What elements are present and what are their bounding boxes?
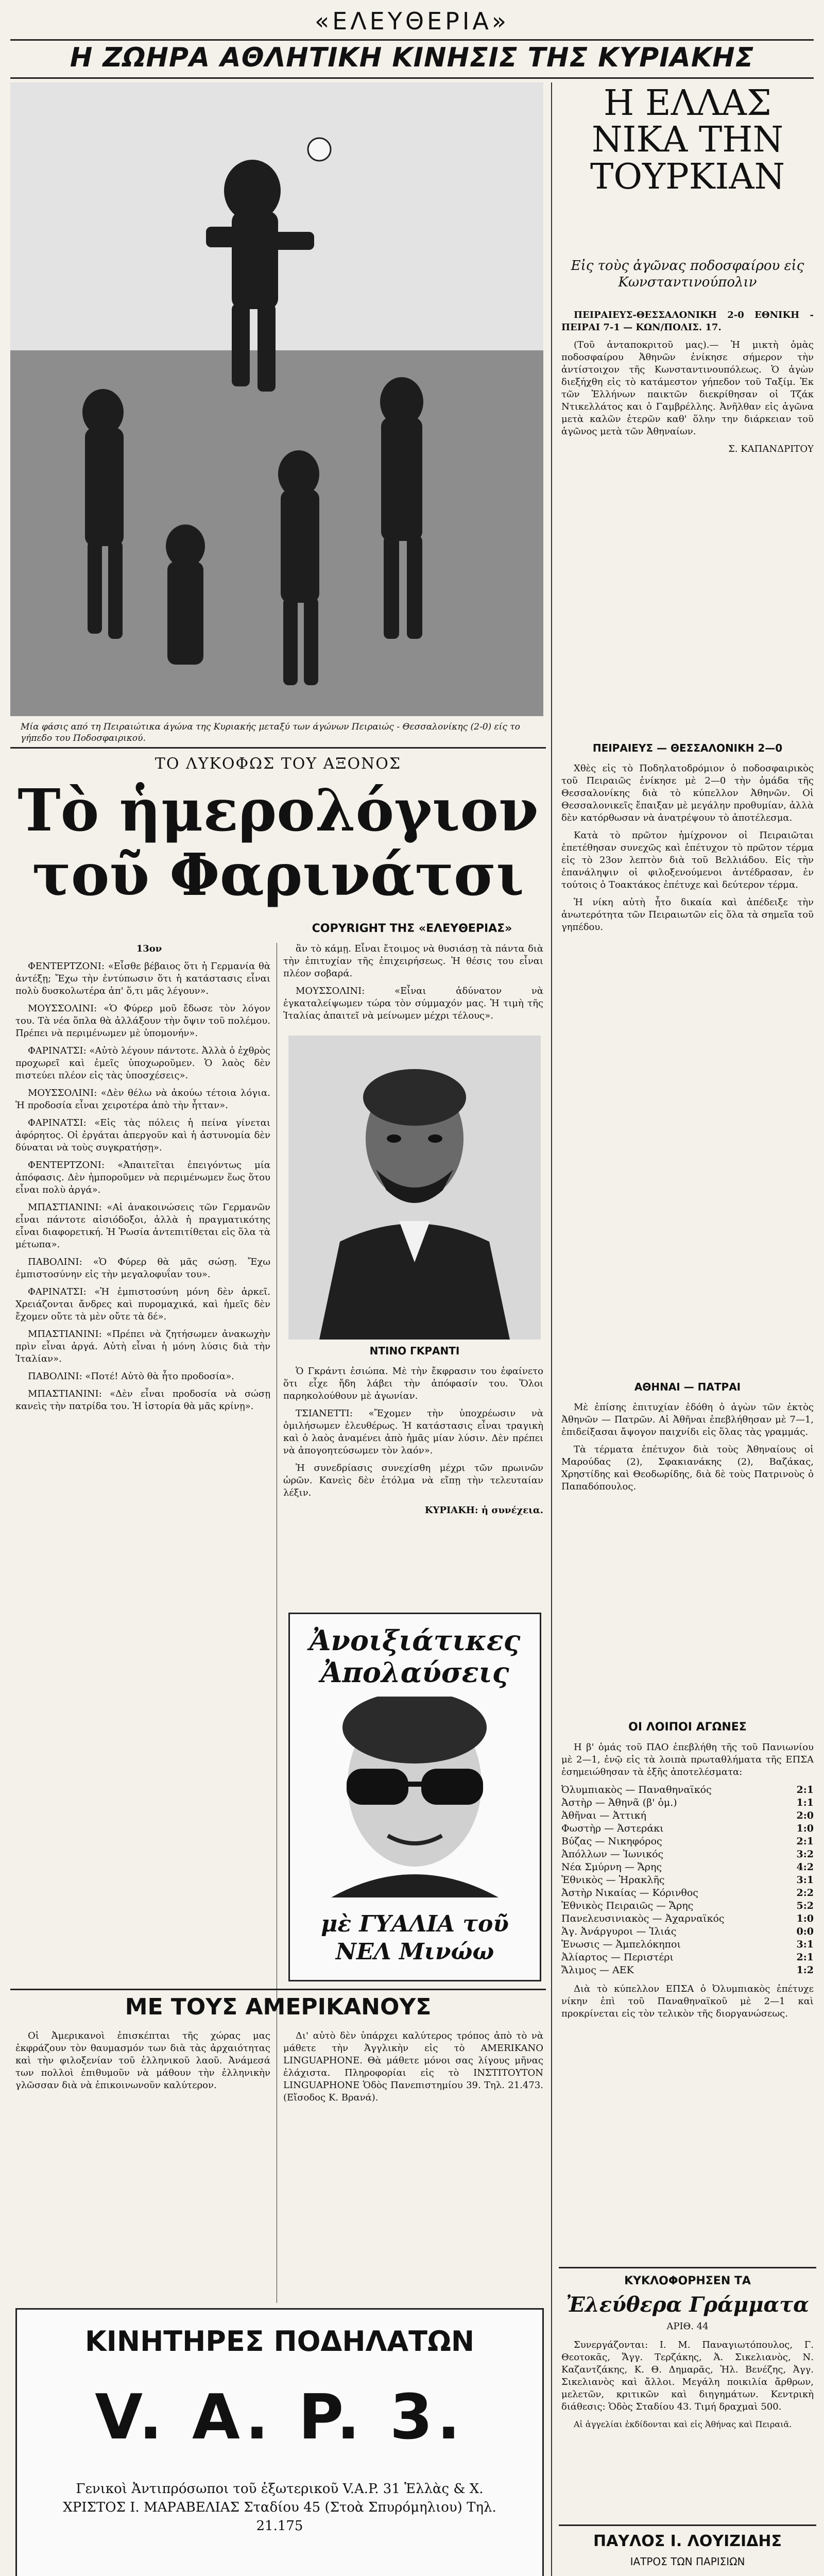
americans-right-text: Δι' αὐτὸ δὲν ὑπάρχει καλύτερος τρόπος ἀπὸ τὸ νὰ μάθετε τὴν Ἀγγλικὴν εἰς τὸ AMERIKANO LINGUAPHONE. Θὰ μάθετε μόνοι σας λίγους μῆνας ἐλάχιστα. Πληροφορίαι εἰς τὸ ΙΝΣΤΙΤΟΥΤΟΝ LINGUAPHONE Ὁδὸς Πανεπιστημίου 39. Τηλ. 21.473. (Εἴσοδος Κ. Βρανά). [283,2030,543,2103]
eleftera-issue: ΑΡΙΘ. 44 [666,2321,709,2332]
result-match: Ὀλυμπιακὸς — Παναθηναϊκός [561,1784,712,1795]
piraeus-paragraph: Χθὲς εἰς τὸ Ποδηλατοδρόμιον ὁ ποδοσφαιρικὸς τοῦ Πειραιῶς ἐνίκησε μὲ 2—0 τὴν ὁμάδα τῆς Θεσσαλονίκης διὰ τὸ κύπελλον Ἀθηνῶν. Οἱ Θεσσαλονικεῖς ἔπαιξαν μὲ μεγάλην προθυμίαν, ἀλλὰ δὲν κατόρθωσαν νὰ ἀνατρέψουν τὸ ἀποτέλεσμα. [561,763,814,823]
diary-title-line2: τοῦ Φαρινάτσι [32,841,524,909]
result-row [561,1938,814,1951]
diary-paragraph: Ἡ συνεδρίασις συνεχίσθη μέχρι τῶν πρωινῶν ὡρῶν. Κανεὶς δὲν ἐτόλμα νὰ εἴπῃ τὴν τελευταίαν λέξιν. [283,1463,543,1498]
kinitires-brand: V. A. P. 3. [95,2382,465,2453]
result-row [561,1797,814,1809]
greece-turkey-subhead: Εἰς τοὺς ἀγῶνας ποδοσφαίρου εἰς Κωνσταντινούπολιν [571,258,804,290]
piraeus-thess-heading: ΠΕΙΡΑΙΕΥΣ — ΘΕΣΣΑΛΟΝΙΚΗ 2—0 [592,742,783,754]
grandi-portrait [288,1036,541,1340]
football-match-photo [10,82,543,716]
section-rule [559,2524,816,2526]
result-match: Ἀθῆναι — Ἀττική [561,1810,646,1821]
diary-continues: ΚΥΡΙΑΚΗ: ἡ συνέχεια. [424,1505,543,1516]
sunglasses-ad-title: Ἀνοιξιάτικες Ἀπολαύσεις [309,1624,521,1689]
result-row [561,1951,814,1964]
diary-chapter: 13ον [136,943,162,954]
photo-caption: Μία φάσις από τη Πειραιώτικα άγώνα της Κυριακής μεταξύ των άγώνων Πειραιώς - Θεσσαλονίκης (2-0) είς το γήπεδο του Ποδοσφαιρικού. [21,722,520,743]
diary-paragraph: ΜΟΥΣΣΟΛΙΝΙ: «Δὲν θέλω νὰ ἀκούω τέτοια λόγια. Ἡ προδοσία εἶναι χειροτέρα ἀπὸ τὴν ἧτταν». [15,1088,270,1111]
diary-paragraph: ΦΕΝΤΕΡΤΖΟΝΙ: «Εἶσθε βέβαιος ὅτι ἡ Γερμανία θὰ ἀντέξῃ; Ἔχω τὴν ἐντύπωσιν ὅτι ἡ κατάστασις εἶναι πολὺ δυσκολωτέρα ἀπ' ὅ,τι μᾶς λέγουν». [15,961,270,996]
result-score: 1:2 [796,1964,814,1976]
diary-kicker: ΤΟ ΛΥΚΟΦΩΣ ΤΟΥ ΑΞΟΝΟΣ [154,755,402,773]
piraeus-paragraph: Ἡ νίκη αὐτὴ ἦτο δικαία καὶ ἀπέδειξε τὴν ἀνωτερότητα τῶν Πειραιωτῶν εἰς ὅλα τὰ σημεῖα τοῦ γηπέδου. [561,897,814,933]
result-row [561,1809,814,1822]
result-match: Φωστὴρ — Ἀστεράκι [561,1823,664,1834]
result-match: Ἐθνικὸς — Ἡρακλῆς [561,1874,665,1886]
section-rule [559,2267,816,2268]
result-match: Πανελευσινιακὸς — Ἀχαρναϊκός [561,1913,725,1924]
athens-patras-heading: ΑΘΗΝΑΙ — ΠΑΤΡΑΙ [634,1381,741,1393]
masthead: «ΕΛΕΥΘΕΡΙΑ» [314,7,510,35]
result-row [561,1964,814,1977]
result-row [561,1912,814,1925]
result-row [561,1822,814,1835]
diary-paragraph: ΦΑΡΙΝΑΤΣΙ: «Αὐτὸ λέγουν πάντοτε. Ἀλλὰ ὁ ἐχθρὸς προχωρεῖ καὶ ἐμεῖς ὑποχωροῦμεν. Ὁ λαὸς δὲν πιστεύει πλέον εἰς τὰς ὑποσχέσεις». [15,1045,270,1081]
portrait-illustration [288,1036,541,1340]
other-games-intro: Η β' ὁμάς τοῦ ΠΑΟ ἐπεβλήθη τῆς τοῦ Πανιωνίου μὲ 2—1, ἐνῷ εἰς τὰ λοιπὰ πρωταθλήματα τῆς ΕΠΣΑ ἐσημειώθησαν τὰ ἑξῆς ἀποτελέσματα: [561,1742,814,1777]
sunglasses-ad-slogan: μὲ ΓΥΑΛΙΑ τοῦ ΝΕΛ Μινώω [321,1911,509,1965]
eleftera-kicker: ΚΥΚΛΟΦΟΡΗΣΕΝ ΤΑ [624,2275,751,2287]
result-score: 1:1 [796,1797,814,1808]
result-score: 2:1 [796,1836,814,1847]
result-score: 2:2 [796,1887,814,1899]
correspondent-signature: Σ. ΚΑΠΑΝΔΡΙΤΟΥ [728,444,814,454]
americans-left-text: Οἱ Ἀμερικανοὶ ἐπισκέπται τῆς χώρας μας ἐκφράζουν τὸν θαυμασμόν των διὰ τὰς ἀρχαιότητας καὶ τὴν φιλοξενίαν τοῦ ἑλληνικοῦ λαοῦ. Ἀνάμεσά των πολλοὶ ἐπιθυμοῦν νὰ μάθουν τὴν ἑλληνικὴν γλῶσσαν διὰ νὰ ἐπικοινωνοῦν καλύτερον. [15,2030,270,2091]
greece-turkey-dateline: ΠΕΙΡΑΙΕΥΣ-ΘΕΣΣΑΛΟΝΙΚΗ 2-0 ΕΘΝΙΚΗ - ΠΕΙΡΑΙ 7-1 — ΚΩΝ/ΠΟΛΙΣ. 17. [561,310,814,333]
louizidis-title: ΠΑΥΛΟΣ Ι. ΛΟΥΙΖΙΔΗΣ [593,2532,782,2550]
americans-heading: ΜΕ ΤΟΥΣ ΑΜΕΡΙΚΑΝΟΥΣ [125,1994,432,2020]
diary-paragraph: ΠΑΒΟΛΙΝΙ: «Ποτέ! Αὐτὸ θὰ ἦτο προδοσία». [28,1371,234,1382]
sunglasses-ad [288,1613,541,1981]
result-score: 2:0 [796,1810,814,1821]
diary-right-column-top [283,943,543,1025]
diary-paragraph: ΜΠΑΣΤΙΑΝΙΝΙ: «Αἱ ἀνακοινώσεις τῶν Γερμανῶν εἶναι πάντοτε αἰσιόδοξοι, ἀλλὰ ἡ πραγματικότης εἶναι διαφορετική. Ἡ Ῥωσία ἀντεπιτίθεται εἰς ὅλα τὰ μέτωπα». [15,1202,270,1250]
result-match: Ἀλίαρτος — Περιστέρι [561,1952,674,1963]
result-match: Νέα Σμύρνη — Ἄρης [561,1861,662,1873]
result-score: 4:2 [796,1861,814,1873]
banner-rule [10,77,814,79]
diary-paragraph: ΤΣΙΑΝΕΤΤΙ: «Ἔχομεν τὴν ὑποχρέωσιν νὰ ὁμιλήσωμεν ἐλευθέρως. Ἡ κατάστασις εἶναι τραγικὴ καὶ ὁ λαὸς ἀναμένει ἀπὸ ἡμᾶς μίαν λύσιν. Δὲν πρέπει νὰ ἀπογοητεύσωμεν τὸν λαόν». [283,1408,543,1456]
result-row [561,1887,814,1900]
result-row [561,1874,814,1887]
result-match: Ἁγ. Ἀνάργυροι — Ἰλιάς [561,1926,677,1937]
result-score: 1:0 [796,1823,814,1834]
kinitires-title: ΚΙΝΗΤΗΡΕΣ ΠΟΔΗΛΑΤΩΝ [84,2325,475,2358]
louizidis-sub: ΙΑΤΡΟΣ ΤΩΝ ΠΑΡΙΣΙΩΝ [630,2555,745,2568]
portrait-caption: ΝΤΙΝΟ ΓΚΡΑΝΤΙ [369,1345,460,1357]
athens-patras-paragraph: Μὲ ἐπίσης ἐπιτυχίαν ἐδόθη ὁ ἀγὼν τῶν ἐκτὸς Ἀθηνῶν — Πατρῶν. Αἱ Ἀθῆναι ἐπεβλήθησαν μὲ 7—1, ἐπιδείξασαι ἄψογον παιχνίδι εἰς ὅλας τὰς γραμμάς. [561,1402,814,1437]
result-row [561,1784,814,1797]
result-score: 2:1 [796,1952,814,1963]
diary-right-column-bottom [283,1365,543,1597]
result-match: Ἀστὴρ Νικαίας — Κόρινθος [561,1887,698,1899]
result-score: 3:1 [796,1939,814,1950]
eleftera-text: Συνεργάζονται: Ι. Μ. Παναγιωτόπουλος, Γ. Θεοτοκᾶς, Ἄγγ. Τερζάκης, Ἀ. Σικελιανὸς, Ν. Καζαντζάκης, Κ. Θ. Δημαρᾶς, Ἠλ. Βενέζης, Ἀγγ. Σικελιανὸς καὶ ἄλλοι. Μεγάλη ποικιλία ἄρθρων, μελετῶν, κριτικῶν καὶ διηγημάτων. Κεντρικὴ διάθεσις: Ὁδὸς Σταδίου 43. Τιμή δραχμαὶ 500. [561,2340,814,2412]
greece-turkey-paragraph: (Τοῦ ἀνταποκριτοῦ μας).— Ἡ μικτὴ ὁμὰς ποδοσφαίρου Ἀθηνῶν ἐνίκησε σήμερον τὴν ἀντίστοιχον τῆς Κωνσταντινουπόλεως. Ὁ ἀγὼν διεξήχθη εἰς τὸ κατάμεστον γήπεδον τοῦ Ταξίμ. Ἐκ τῶν Ἑλλήνων παικτῶν διεκρίθησαν οἱ Τζάκ Ντικελλάτος και ὁ Γαμβρέλλης. Ἀνῆλθαν εἰς ἀγῶνα μετὰ καλῶν ἑτερῶν καθ' ὅλην την διάρκειαν τοῦ ἀγῶνος μετὰ τῶν Ἀθηναίων. [561,340,814,437]
section-rule [10,747,546,749]
kinitires-ad [15,2308,544,2576]
sports-banner-headline: Η ΖΩΗΡΑ ΑΘΛΗΤΙΚΗ ΚΙΝΗΣΙΣ ΤΗΣ ΚΥΡΙΑΚΗΣ [70,42,754,73]
eleftera-title: Ἐλεύθερα Γράμματα [566,2293,809,2317]
other-games-heading: ΟΙ ΛΟΙΠΟΙ ΑΓΩΝΕΣ [628,1721,747,1734]
results-list [561,1784,814,1977]
result-row [561,1925,814,1938]
result-score: 5:2 [796,1900,814,1911]
diary-paragraph: ΦΑΡΙΝΑΤΣΙ: «Ἡ ἐμπιστοσύνη μόνη δὲν ἀρκεῖ. Χρειάζονται ἄνδρες καὶ πυρομαχικά, καὶ ἡμεῖς δὲν ἔχομεν οὔτε τὰ μὲν οὔτε τὰ δέ». [15,1286,270,1322]
diary-paragraph: ΠΑΒΟΛΙΝΙ: «Ὁ Φύρερ θὰ μᾶς σώσῃ. Ἔχω ἐμπιστοσύνην εἰς τὴν μεγαλοφυΐαν του». [15,1257,270,1280]
diary-paragraph: ΜΠΑΣΤΙΑΝΙΝΙ: «Δὲν εἶναι προδοσία νὰ σώσῃ κανεὶς τὴν πατρίδα του. Ἡ ἱστορία θὰ μᾶς κρίνῃ». [15,1388,270,1412]
diary-title-line1: Τὸ ἡμερολόγιον [18,777,539,844]
diary-paragraph: ΜΠΑΣΤΙΑΝΙΝΙ: «Πρέπει νὰ ζητήσωμεν ἀνακωχὴν πρὶν εἶναι ἀργά. Αὐτὴ εἶναι ἡ μόνη λύσις διὰ τὴν Ἰταλίαν». [15,1329,270,1364]
result-match: Ἐνωσις — Ἀμπελόκηποι [561,1939,681,1950]
diary-paragraph: ΦΑΡΙΝΑΤΣΙ: «Εἰς τὰς πόλεις ἡ πείνα γίνεται ἀφόρητος. Οἱ ἐργάται ἀπεργοῦν καὶ ἡ ἀστυνομία δὲν δύναται νὰ τοὺς συγκρατήσῃ». [15,1117,270,1153]
result-row [561,1861,814,1874]
result-match: Βύζας — Νικηφόρος [561,1836,662,1847]
result-match: Ἄλιμος — ΑΕΚ [561,1964,634,1976]
result-score: 0:0 [796,1926,814,1937]
result-score: 2:1 [796,1784,814,1795]
result-match: Ἀστὴρ — Ἀθηνᾶ (β' ὁμ.) [561,1797,677,1808]
result-match: Ἀπόλλων — Ἰωνικός [561,1849,664,1860]
result-row [561,1835,814,1848]
result-row [561,1900,814,1912]
sunglasses-face-icon [311,1697,519,1897]
diary-paragraph: ἂν τὸ κάμῃ. Εἶναι ἔτοιμος νὰ θυσιάσῃ τὰ πάντα διὰ τὴν ἐπιτυχίαν τῆς ἐπιχειρήσεως. Ἡ θέσις του εἶναι πλέον σοβαρά. [283,943,543,979]
result-score: 1:0 [796,1913,814,1924]
result-score: 3:1 [796,1874,814,1886]
other-games-paragraph: Διὰ τὸ κύπελλον ΕΠΣΑ ὁ Ὀλυμπιακὸς ἐπέτυχε νίκην ἐπὶ τοῦ Παναθηναϊκοῦ μὲ 2—1 καὶ προκρίνεται εἰς τὸν τελικὸν τῆς διοργανώσεως. [561,1984,814,2019]
masthead-rule [10,39,814,41]
greece-turkey-headline: Η ΕΛΛΑΣ ΝΙΚΑ ΤΗΝ ΤΟΥΡΚΙΑΝ [590,83,785,197]
diary-paragraph: Ὁ Γκράντι ἐσιώπα. Μὲ τὴν ἔκφρασιν του ἐφαίνετο ὅτι εἶχε ἤδη λάβει τὴν ἀπόφασίν του. Ὅλοι παρηκολούθουν μὲ ἀγωνίαν. [283,1366,543,1401]
diary-paragraph: ΦΕΝΤΕΡΤΖΟΝΙ: «Ἀπαιτεῖται ἐπειγόντως μία ἀπόφασις. Δὲν ἠμποροῦμεν νὰ περιμένωμεν ἕως ὅτου εἶναι πολὺ ἀργά». [15,1160,270,1195]
athens-patras-paragraph: Τὰ τέρματα ἐπέτυχον διὰ τοὺς Ἀθηναίους οἱ Μαρούδας (2), Σφακιανάκης (2), Βαζάκας, Χρηστίδης καὶ Θεοδωρίδης, διὰ δὲ τοὺς Πατρινοὺς ὁ Παπαδόπουλος. [561,1444,814,1492]
photo-illustration [10,82,543,716]
kinitires-text: Γενικοὶ Ἀντιπρόσωποι τοῦ ἐξωτερικοῦ V.A.P. 31 Ἑλλὰς & Χ. ΧΡΙΣΤΟΣ Ι. ΜΑΡΑΒΕΛΙΑΣ Σταδίου 45 (Στοὰ Σπυρόμηλιου) Τηλ. 21.175 [63,2481,496,2534]
eleftera-small: Αἱ ἀγγελίαι ἐκδίδονται καὶ εἰς Ἀθήνας καὶ Πειραιᾶ. [574,2419,792,2429]
diary-paragraph: ΜΟΥΣΣΟΛΙΝΙ: «Ὁ Φύρερ μοῦ ἔδωσε τὸν λόγον του. Τὰ νέα ὅπλα θὰ ἀλλάξουν τὴν ὄψιν τοῦ πολέμου. Πρέπει νὰ περιμένωμεν μὲ ὑπομονήν». [15,1003,270,1039]
result-score: 3:2 [796,1849,814,1860]
diary-copyright: COPYRIGHT ΤΗΣ «ΕΛΕΥΘΕΡΙΑΣ» [312,922,512,935]
piraeus-paragraph: Κατὰ τὸ πρῶτον ἡμίχρονον οἱ Πειραιῶται ἐπετέθησαν συνεχῶς καὶ ἐπέτυχον τὸ πρῶτον τέρμα εἰς τὸ 23ον λεπτὸν διὰ τοῦ Βελλιάδου. Εἰς τὴν ἐπανάληψιν οἱ φιλοξενούμενοι ἀντέδρασαν, ἐν τούτοις ὁ Τοακτάκος ἐπέτυχε καὶ δεύτερον τέρμα. [561,830,814,890]
result-match: Ἐθνικὸς Πειραιῶς — Ἄρης [561,1900,694,1911]
result-row [561,1848,814,1861]
column-divider [551,82,552,2576]
diary-paragraph: ΜΟΥΣΣΟΛΙΝΙ: «Εἶναι ἀδύνατον νὰ ἐγκαταλείψωμεν τώρα τὸν σύμμαχόν μας. Ἡ τιμὴ τῆς Ἰταλίας ἀπαιτεῖ νὰ μείνωμεν μέχρι τέλους». [283,986,543,1021]
section-rule [10,1989,546,1990]
